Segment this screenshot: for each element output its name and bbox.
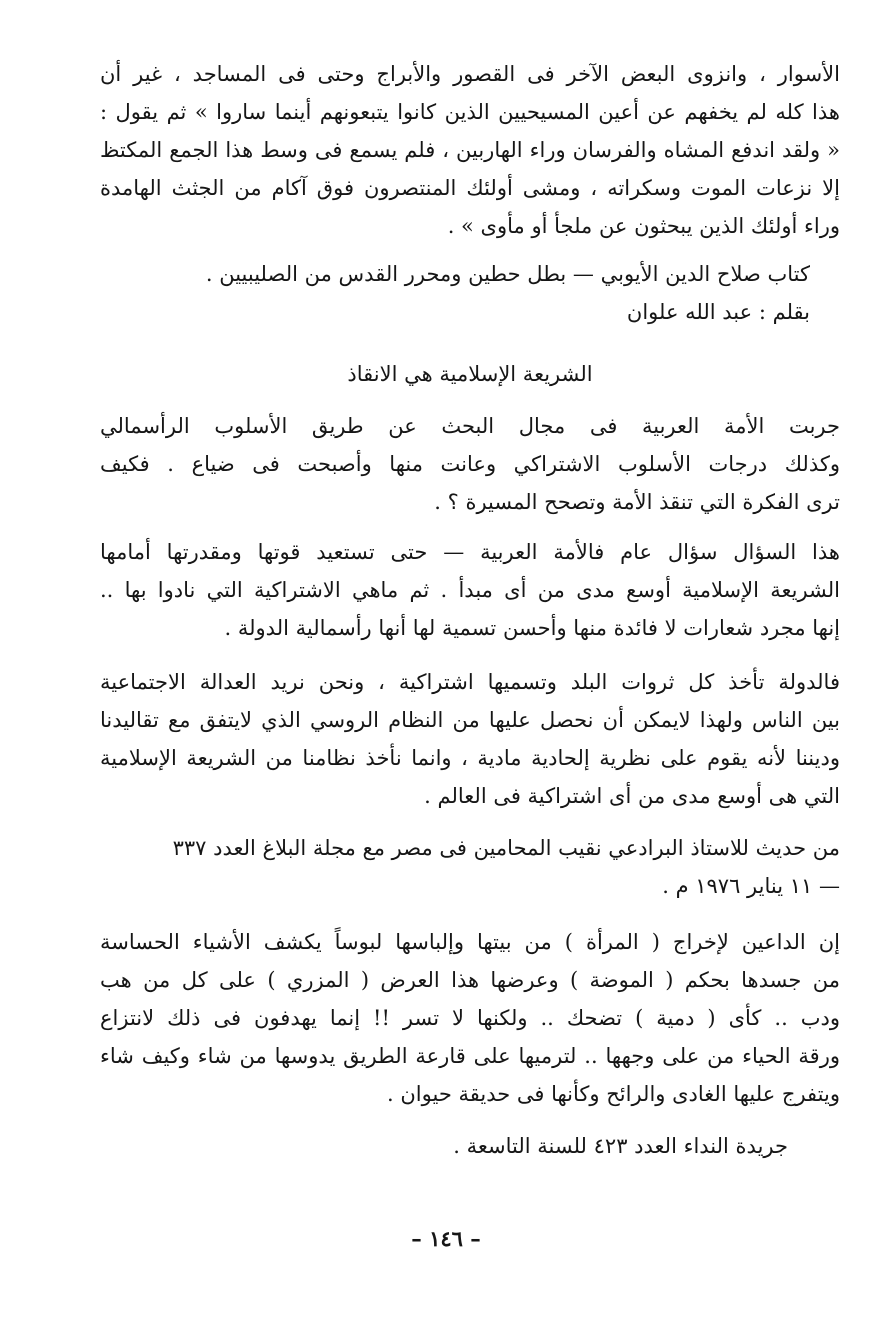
- citation-line: جريدة النداء العدد ٤٢٣ للسنة التاسعة .: [453, 1134, 788, 1158]
- source-citation: [100, 829, 840, 905]
- text-line: جربت الأمة العربية فى مجال البحث عن طريق الأسلوب الرأسمالي: [100, 414, 840, 438]
- text-line: الأسوار ، وانزوى البعض الآخر فى القصور والأبراج وحتى فى المساجد ، غير أن: [100, 62, 840, 86]
- section-heading: الشريعة الإسلامية هي الانقاذ: [347, 362, 593, 386]
- paragraph: [100, 663, 840, 815]
- text-line: وراء أولئك الذين يبحثون عن ملجأ أو مأوى » .: [447, 214, 840, 238]
- text-line: بين الناس ولهذا لايمكن أن نحصل عليها من النظام الروسي الذي لايتفق مع تقاليدنا: [100, 708, 840, 732]
- citation-author: بقلم : عبد الله علوان: [626, 300, 810, 324]
- citation-line: من حديث للاستاذ البرادعي نقيب المحامين فى مصر مع مجلة البلاغ العدد ٣٣٧: [172, 836, 840, 860]
- paragraph: [100, 923, 840, 1113]
- citation-line: كتاب صلاح الدين الأيوبي — بطل حطين ومحرر القدس من الصليبيين .: [205, 262, 810, 286]
- text-line: هذا كله لم يخفهم عن أعين المسيحيين الذين كانوا يتبعونهم أينما ساروا » ثم يقول :: [100, 100, 840, 124]
- text-line: من جسدها بحكم ( الموضة ) وعرضها هذا العرض ( المزري ) على كل من هب: [100, 968, 840, 992]
- source-citation: [100, 255, 840, 331]
- text-line: التي هى أوسع مدى من أى اشتراكية فى العالم .: [424, 784, 840, 808]
- text-line: وكذلك درجات الأسلوب الاشتراكي وعانت منها وأصبحت فى ضياع . فكيف: [100, 452, 840, 476]
- text-line: ورقة الحياء من على وجهها .. لترميها على قارعة الطريق يدوسها من شاء وكيف شاء: [100, 1044, 840, 1068]
- text-line: إن الداعين لإخراج ( المرأة ) من بيتها وإلباسها لبوساً يكشف الأشياء الحساسة: [100, 930, 840, 954]
- text-line: ويتفرج عليها الغادى والرائح وكأنها فى حديقة حيوان .: [387, 1082, 840, 1106]
- source-citation: [100, 1127, 840, 1165]
- text-line: الشريعة الإسلامية أوسع مدى من أى مبدأ . ثم ماهي الاشتراكية التي نادوا بها ..: [100, 578, 840, 602]
- text-line: ودب .. كأى ( دمية ) تضحك .. ولكنها لا تسر !! إنما يهدفون فى ذلك لانتزاع: [100, 1006, 840, 1030]
- citation-line: — ١١ يناير ١٩٧٦ م .: [662, 874, 840, 898]
- text-line: ترى الفكرة التي تنقذ الأمة وتصحح المسيرة ؟ .: [434, 490, 840, 514]
- paragraph: [100, 533, 840, 647]
- text-line: إلا نزعات الموت وسكراته ، ومشى أولئك المنتصرون فوق آكام من الجثث الهامدة: [100, 176, 840, 200]
- text-line: هذا السؤال سؤال عام فالأمة العربية — حتى تستعيد قوتها ومقدرتها أمامها: [100, 540, 840, 564]
- text-line: وديننا لأنه يقوم على نظرية إلحادية مادية ، وانما نأخذ نظامنا من الشريعة الإسلامية: [100, 746, 840, 770]
- text-line: « ولقد اندفع المشاه والفرسان وراء الهاربين ، فلم يسمع فى وسط هذا الجمع المكتظ: [100, 138, 840, 162]
- text-line: فالدولة تأخذ كل ثروات البلد وتسميها اشتراكية ، ونحن نريد العدالة الاجتماعية: [100, 670, 840, 694]
- page-number: – ١٤٦ –: [411, 1226, 481, 1251]
- paragraph-continuation: [100, 55, 840, 245]
- text-line: إنها مجرد شعارات لا فائدة منها وأحسن تسمية لها أنها رأسمالية الدولة .: [224, 616, 840, 640]
- paragraph: [100, 407, 840, 521]
